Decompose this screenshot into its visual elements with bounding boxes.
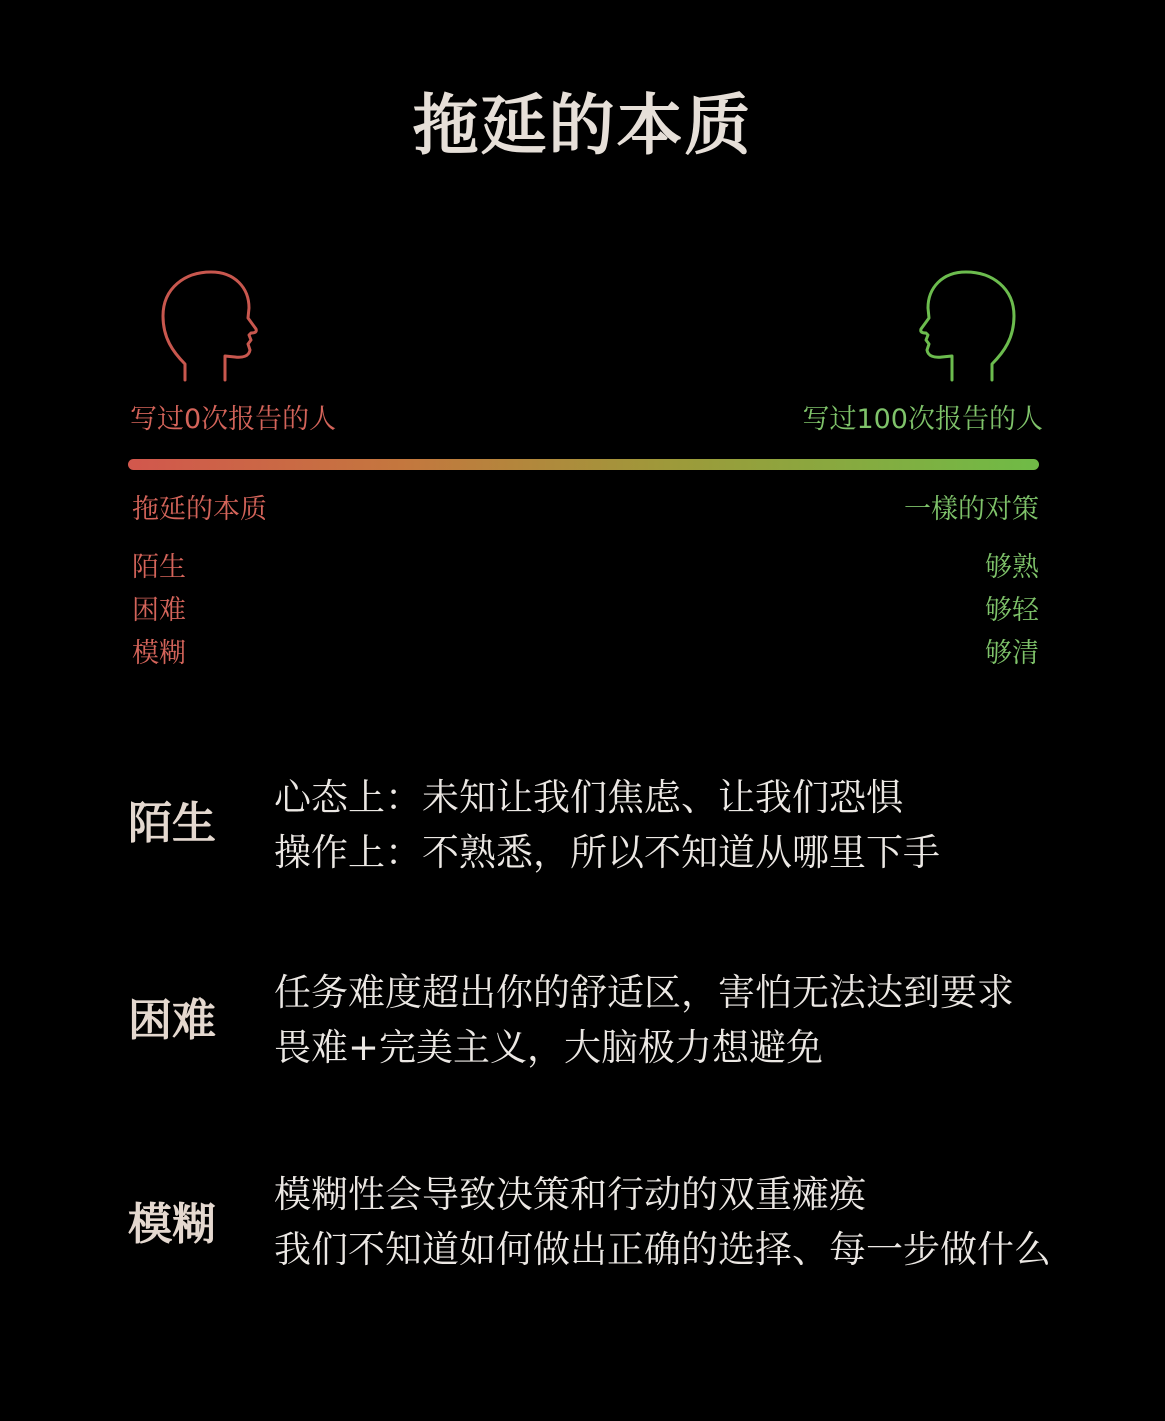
right-column-heading: 一樣的对策	[904, 494, 1039, 525]
right-person-label: 写过100次报告的人	[802, 404, 1043, 435]
left-column-item: 困难	[132, 595, 186, 626]
section-text	[274, 965, 1014, 1075]
left-column-item: 陌生	[132, 552, 186, 583]
section-label: 困难	[128, 995, 216, 1046]
left-person-label: 写过0次报告的人	[130, 404, 337, 435]
section-line: 操作上：不熟悉，所以不知道从哪里下手	[274, 831, 940, 874]
section-label: 陌生	[128, 798, 216, 849]
head-profile-icon	[912, 268, 1022, 388]
right-column-item: 够轻	[985, 595, 1039, 626]
left-column-heading: 拖延的本质	[132, 494, 267, 525]
right-column	[904, 490, 1039, 675]
section-label: 模糊	[128, 1199, 216, 1250]
section-line: 心态上：未知让我们焦虑、让我们恐惧	[274, 776, 903, 819]
head-profile-icon	[155, 268, 265, 388]
progress-gradient-bar	[128, 459, 1039, 470]
section-line: 我们不知道如何做出正确的选择、每一步做什么	[274, 1228, 1051, 1271]
right-column-item: 够熟	[985, 552, 1039, 583]
section-line: 任务难度超出你的舒适区，害怕无法达到要求	[274, 971, 1014, 1014]
section-text	[274, 770, 940, 880]
page-title: 拖延的本质	[412, 87, 753, 164]
right-column-item: 够清	[985, 638, 1039, 669]
section-line: 模糊性会导致决策和行动的双重瘫痪	[274, 1173, 866, 1216]
section-line: 畏难+完美主义，大脑极力想避免	[274, 1026, 824, 1069]
section-text	[274, 1167, 1051, 1277]
left-column-item: 模糊	[132, 638, 186, 669]
left-column	[132, 490, 267, 675]
